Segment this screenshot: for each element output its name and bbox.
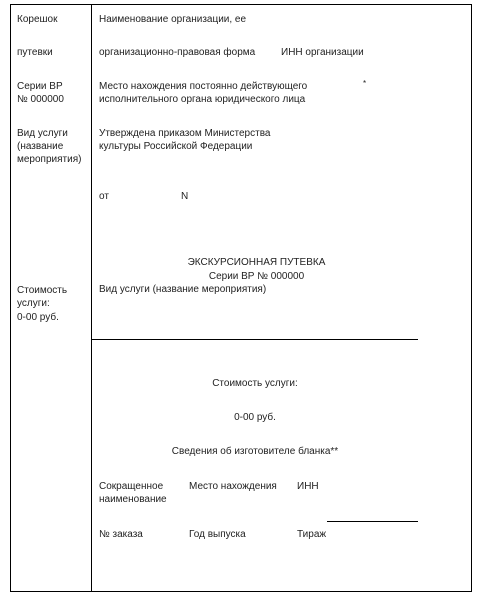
stub-title: Корешок bbox=[17, 14, 58, 25]
stub-cost-line1: Стоимость bbox=[17, 285, 68, 296]
section-divider-line bbox=[92, 339, 418, 340]
short-name-line2: наименование bbox=[99, 494, 167, 505]
org-name: Наименование организации, ее bbox=[99, 14, 247, 25]
stub-cost-line2: услуги: bbox=[17, 298, 50, 309]
stub-cost-line3: 0-00 руб. bbox=[17, 312, 59, 323]
stub-service-line3: мероприятия) bbox=[17, 154, 82, 165]
location-line2: исполнительного органа юридического лица bbox=[99, 94, 306, 105]
stub-service-line2: (название bbox=[17, 141, 64, 152]
cost-label: Стоимость услуги: bbox=[212, 378, 298, 389]
document-series: Серии ВР № 000000 bbox=[208, 271, 305, 282]
location-line1: Место нахождения постоянно действующего bbox=[99, 81, 308, 92]
cost-value: 0-00 руб. bbox=[234, 412, 276, 423]
inn-org: ИНН организации bbox=[281, 47, 364, 58]
circulation-line bbox=[327, 521, 418, 522]
number-label: N bbox=[181, 191, 189, 202]
service-label: Вид услуги (название мероприятия) bbox=[99, 284, 267, 295]
manufacturer-location: Место нахождения bbox=[189, 481, 277, 492]
stub-divider bbox=[91, 4, 92, 592]
org-form: организационно-правовая форма bbox=[99, 47, 256, 58]
document-title: ЭКСКУРСИОННАЯ ПУТЕВКА bbox=[187, 257, 326, 268]
order-number: № заказа bbox=[99, 529, 143, 540]
circulation: Тираж bbox=[297, 529, 327, 540]
approved-line1: Утверждена приказом Министерства bbox=[99, 128, 271, 139]
stub-series-line2: № 000000 bbox=[17, 94, 64, 105]
stub-voucher: путевки bbox=[17, 47, 53, 58]
approved-line2: культуры Российской Федерации bbox=[99, 141, 253, 152]
short-name-line1: Сокращенное bbox=[99, 481, 164, 492]
manufacturer-title: Сведения об изготовителе бланка** bbox=[171, 446, 339, 457]
stub-service-line1: Вид услуги bbox=[17, 128, 68, 139]
stub-series-line1: Серии ВР bbox=[17, 81, 63, 92]
location-asterisk: * bbox=[363, 79, 367, 88]
from-label: от bbox=[99, 191, 109, 202]
manufacturer-inn: ИНН bbox=[297, 481, 319, 492]
release-year: Год выпуска bbox=[189, 529, 246, 540]
